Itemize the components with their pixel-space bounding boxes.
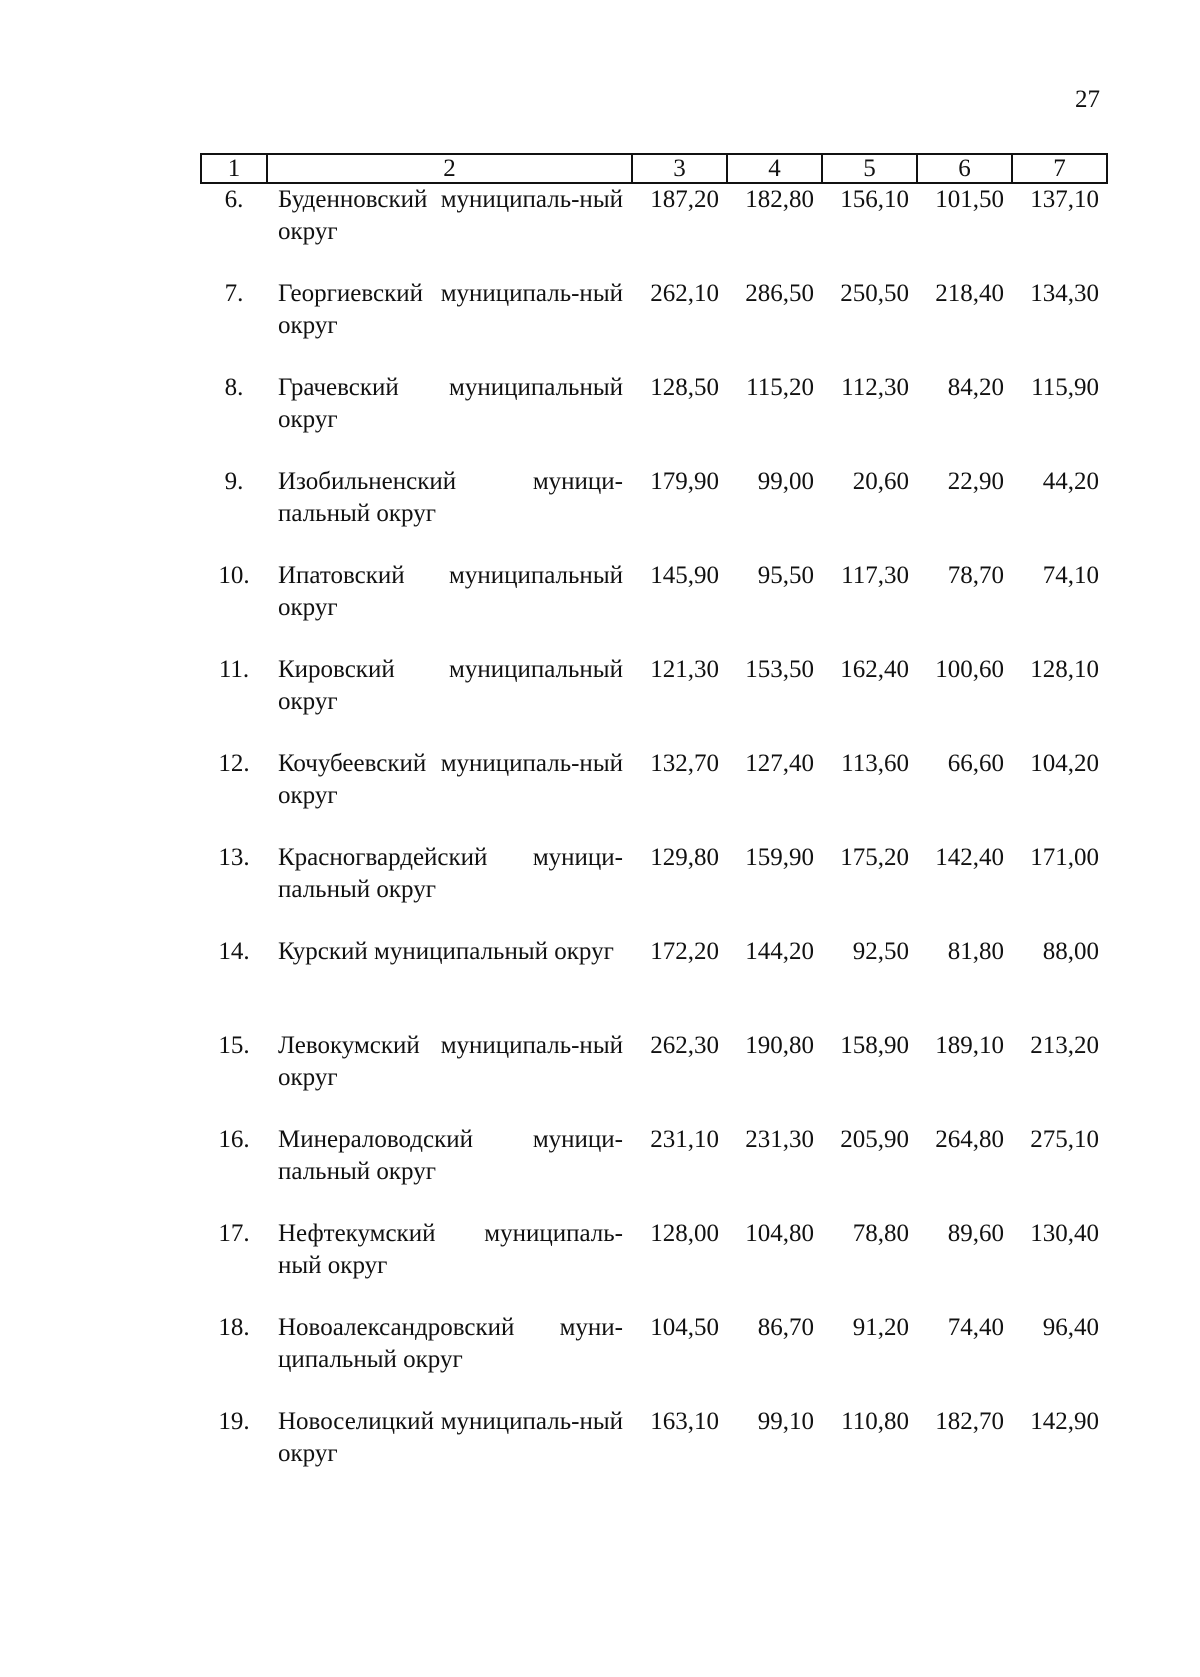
district-name: Кочубеевский муниципаль-ный округ: [278, 750, 623, 809]
value-col-7: 142,90: [1030, 1408, 1099, 1435]
district-name: Левокумский муниципаль-ный округ: [278, 1032, 623, 1091]
value-col-4: 86,70: [757, 1314, 814, 1341]
value-col-4: 190,80: [745, 1032, 814, 1059]
value-col-5: 205,90: [840, 1126, 909, 1153]
row-number: 12.: [218, 750, 250, 777]
header-col-3: 3: [632, 154, 727, 183]
value-col-6: 218,40: [935, 280, 1004, 307]
row-number: 15.: [218, 1032, 250, 1059]
value-col-7: 115,90: [1031, 374, 1099, 401]
table-row: [201, 1030, 1107, 1124]
district-name: Минераловодский муници-пальный округ: [278, 1126, 623, 1185]
value-col-7: 44,20: [1042, 468, 1099, 495]
value-col-5: 156,10: [840, 186, 909, 213]
value-col-6: 182,70: [935, 1408, 1004, 1435]
table-header-row: [201, 154, 1107, 183]
table-row: [201, 1406, 1107, 1500]
value-col-5: 162,40: [840, 656, 909, 683]
row-number: 8.: [224, 374, 244, 401]
value-col-5: 175,20: [840, 844, 909, 871]
value-col-5: 113,60: [841, 750, 909, 777]
table-row: [201, 1124, 1107, 1218]
district-name: Буденновский муниципаль-ный округ: [278, 186, 623, 245]
table-row: [201, 654, 1107, 748]
header-col-2: 2: [267, 154, 632, 183]
table-body: [201, 183, 1107, 1500]
value-col-4: 127,40: [745, 750, 814, 777]
value-col-6: 81,80: [947, 938, 1004, 965]
value-col-4: 99,00: [757, 468, 814, 495]
value-col-4: 95,50: [757, 562, 814, 589]
value-col-3: 128,50: [650, 374, 719, 401]
row-number: 6.: [224, 186, 244, 213]
table-row: [201, 1218, 1107, 1312]
value-col-4: 104,80: [745, 1220, 814, 1247]
value-col-5: 20,60: [852, 468, 909, 495]
value-col-7: 74,10: [1042, 562, 1099, 589]
district-name: Новоалександровский муни-ципальный округ: [278, 1314, 623, 1373]
header-col-6: 6: [917, 154, 1012, 183]
value-col-3: 121,30: [650, 656, 719, 683]
value-col-6: 22,90: [947, 468, 1004, 495]
table-row: [201, 936, 1107, 1030]
table-row: [201, 1312, 1107, 1406]
value-col-3: 262,10: [650, 280, 719, 307]
value-col-3: 145,90: [650, 562, 719, 589]
table-row: [201, 748, 1107, 842]
district-name: Кировский муниципальный округ: [278, 656, 623, 715]
district-name: Георгиевский муниципаль-ный округ: [278, 280, 623, 339]
value-col-7: 134,30: [1030, 280, 1099, 307]
row-number: 11.: [218, 656, 250, 683]
value-col-5: 91,20: [852, 1314, 909, 1341]
value-col-4: 231,30: [745, 1126, 814, 1153]
value-col-5: 250,50: [840, 280, 909, 307]
data-table: [200, 153, 1108, 1500]
value-col-3: 187,20: [650, 186, 719, 213]
district-name: Красногвардейский муници-пальный округ: [278, 844, 623, 903]
value-col-6: 100,60: [935, 656, 1004, 683]
value-col-4: 153,50: [745, 656, 814, 683]
value-col-5: 117,30: [841, 562, 909, 589]
table-row: [201, 842, 1107, 936]
value-col-6: 66,60: [947, 750, 1004, 777]
value-col-6: 101,50: [935, 186, 1004, 213]
value-col-3: 231,10: [650, 1126, 719, 1153]
value-col-6: 189,10: [935, 1032, 1004, 1059]
district-name: Грачевский муниципальный округ: [278, 374, 623, 433]
value-col-7: 88,00: [1042, 938, 1099, 965]
row-number: 19.: [218, 1408, 250, 1435]
row-number: 7.: [224, 280, 244, 307]
value-col-5: 112,30: [841, 374, 909, 401]
value-col-7: 130,40: [1030, 1220, 1099, 1247]
value-col-5: 158,90: [840, 1032, 909, 1059]
value-col-7: 96,40: [1042, 1314, 1099, 1341]
value-col-7: 275,10: [1030, 1126, 1099, 1153]
value-col-4: 182,80: [745, 186, 814, 213]
page-number: 27: [1075, 86, 1100, 113]
value-col-3: 104,50: [650, 1314, 719, 1341]
district-name: Курский муниципальный округ: [278, 938, 614, 965]
table-row: [201, 183, 1107, 278]
header-col-7: 7: [1012, 154, 1107, 183]
value-col-7: 171,00: [1030, 844, 1099, 871]
value-col-5: 92,50: [852, 938, 909, 965]
header-col-1: 1: [201, 154, 267, 183]
value-col-3: 179,90: [650, 468, 719, 495]
header-col-4: 4: [727, 154, 822, 183]
row-number: 14.: [218, 938, 250, 965]
row-number: 16.: [218, 1126, 250, 1153]
table-row: [201, 560, 1107, 654]
value-col-3: 132,70: [650, 750, 719, 777]
table-row: [201, 466, 1107, 560]
district-name: Ипатовский муниципальный округ: [278, 562, 623, 621]
value-col-3: 128,00: [650, 1220, 719, 1247]
value-col-6: 78,70: [947, 562, 1004, 589]
row-number: 9.: [224, 468, 244, 495]
value-col-3: 129,80: [650, 844, 719, 871]
row-number: 13.: [218, 844, 250, 871]
table-row: [201, 372, 1107, 466]
value-col-7: 213,20: [1030, 1032, 1099, 1059]
value-col-3: 163,10: [650, 1408, 719, 1435]
value-col-6: 264,80: [935, 1126, 1004, 1153]
row-number: 10.: [218, 562, 250, 589]
value-col-4: 99,10: [757, 1408, 814, 1435]
table-row: [201, 278, 1107, 372]
row-number: 17.: [218, 1220, 250, 1247]
district-name: Нефтекумский муниципаль-ный округ: [278, 1220, 623, 1279]
value-col-6: 89,60: [947, 1220, 1004, 1247]
value-col-4: 115,20: [746, 374, 814, 401]
value-col-6: 74,40: [947, 1314, 1004, 1341]
district-name: Новоселицкий муниципаль-ный округ: [278, 1408, 623, 1467]
value-col-6: 84,20: [947, 374, 1004, 401]
value-col-5: 78,80: [852, 1220, 909, 1247]
header-col-5: 5: [822, 154, 917, 183]
value-col-6: 142,40: [935, 844, 1004, 871]
value-col-4: 159,90: [745, 844, 814, 871]
value-col-7: 104,20: [1030, 750, 1099, 777]
row-number: 18.: [218, 1314, 250, 1341]
value-col-7: 128,10: [1030, 656, 1099, 683]
value-col-4: 144,20: [745, 938, 814, 965]
district-name: Изобильненский муници-пальный округ: [278, 468, 623, 527]
value-col-5: 110,80: [841, 1408, 909, 1435]
value-col-3: 262,30: [650, 1032, 719, 1059]
value-col-7: 137,10: [1030, 186, 1099, 213]
value-col-4: 286,50: [745, 280, 814, 307]
value-col-3: 172,20: [650, 938, 719, 965]
